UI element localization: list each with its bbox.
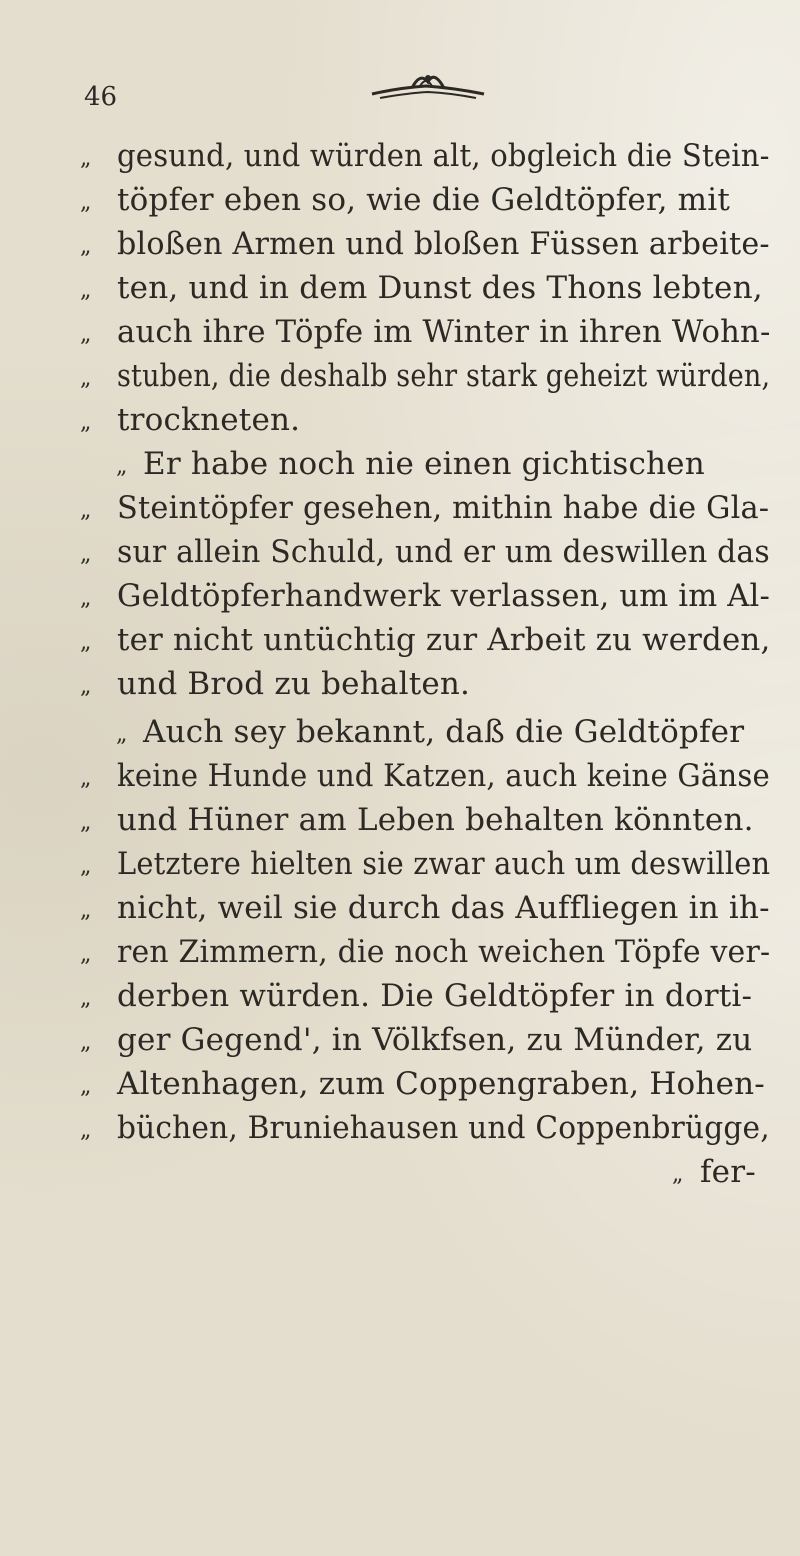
line-text: nicht, weil sie durch das Auffliegen in ih-	[117, 890, 770, 926]
line-quote-mark: „	[80, 898, 91, 923]
line-text: töpfer eben so, wie die Geldtöpfer, mit	[117, 182, 731, 218]
text-line	[0, 576, 800, 620]
decorative-rule-ornament-icon	[368, 68, 488, 104]
text-line	[0, 664, 800, 708]
text-line	[0, 180, 800, 224]
text-line	[0, 712, 800, 756]
catchword-quote-mark: „	[672, 1162, 683, 1187]
text-line	[0, 356, 800, 400]
line-quote-mark: „	[80, 234, 91, 259]
line-quote-mark: „	[80, 1118, 91, 1143]
line-text: trockneten.	[117, 402, 301, 438]
line-text: ter nicht untüchtig zur Arbeit zu werden,	[117, 622, 771, 658]
text-line	[0, 1020, 800, 1064]
line-quote-mark: „	[80, 630, 91, 655]
line-quote-mark: „	[80, 366, 91, 391]
line-text: und Hüner am Leben behalten könnten.	[117, 802, 754, 838]
line-text: sur allein Schuld, und er um deswillen das	[117, 534, 770, 570]
line-text: ger Gegend', in Völkfsen, zu Münder, zu	[117, 1022, 753, 1058]
text-line	[0, 444, 800, 488]
catchword-text: fer-	[700, 1154, 756, 1190]
line-text: Geldtöpferhandwerk verlassen, um im Al-	[117, 578, 770, 614]
text-line	[0, 756, 800, 800]
line-quote-mark: „	[80, 146, 91, 171]
text-line	[0, 312, 800, 356]
line-text: büchen, Bruniehausen und Coppenbrügge,	[117, 1110, 770, 1146]
text-line	[0, 400, 800, 444]
text-line	[0, 488, 800, 532]
line-text: Auch sey bekannt, daß die Geldtöpfer	[143, 714, 745, 750]
text-line	[0, 844, 800, 888]
text-line	[0, 532, 800, 576]
line-quote-mark: „	[80, 1030, 91, 1055]
text-line	[0, 976, 800, 1020]
line-quote-mark: „	[80, 1074, 91, 1099]
line-text: derben würden. Die Geldtöpfer in dorti-	[117, 978, 753, 1014]
text-line	[0, 268, 800, 312]
text-line	[0, 888, 800, 932]
text-line	[0, 136, 800, 180]
line-text: bloßen Armen und bloßen Füssen arbeite-	[117, 226, 770, 262]
line-text: Letztere hielten sie zwar auch um deswillen	[117, 846, 771, 882]
line-text: Altenhagen, zum Coppengraben, Hohen-	[117, 1066, 765, 1102]
line-quote-mark: „	[80, 942, 91, 967]
line-quote-mark: „	[116, 722, 127, 747]
text-line	[0, 932, 800, 976]
line-text: keine Hunde und Katzen, auch keine Gänse	[117, 758, 770, 794]
line-text: ten, und in dem Dunst des Thons lebten,	[117, 270, 763, 306]
line-text: Steintöpfer gesehen, mithin habe die Gla-	[117, 490, 770, 526]
line-text: auch ihre Töpfe im Winter in ihren Wohn-	[117, 314, 771, 350]
catchword	[0, 1152, 800, 1196]
line-text: und Brod zu behalten.	[117, 666, 471, 702]
line-quote-mark: „	[80, 766, 91, 791]
line-quote-mark: „	[80, 190, 91, 215]
line-text: Er habe noch nie einen gichtischen	[143, 446, 705, 482]
line-quote-mark: „	[80, 986, 91, 1011]
line-quote-mark: „	[80, 322, 91, 347]
line-quote-mark: „	[80, 854, 91, 879]
text-line	[0, 620, 800, 664]
line-quote-mark: „	[80, 810, 91, 835]
text-line	[0, 224, 800, 268]
line-quote-mark: „	[80, 542, 91, 567]
line-quote-mark: „	[116, 454, 127, 479]
line-text: stuben, die deshalb sehr stark geheizt würden,	[117, 358, 771, 394]
text-line	[0, 1108, 800, 1152]
line-quote-mark: „	[80, 278, 91, 303]
line-quote-mark: „	[80, 498, 91, 523]
line-text: ren Zimmern, die noch weichen Töpfe ver-	[117, 934, 771, 970]
text-line	[0, 800, 800, 844]
page-number: 46	[84, 82, 118, 112]
line-quote-mark: „	[80, 586, 91, 611]
text-line	[0, 1064, 800, 1108]
line-text: gesund, und würden alt, obgleich die Stein-	[117, 138, 770, 174]
line-quote-mark: „	[80, 674, 91, 699]
line-quote-mark: „	[80, 410, 91, 435]
